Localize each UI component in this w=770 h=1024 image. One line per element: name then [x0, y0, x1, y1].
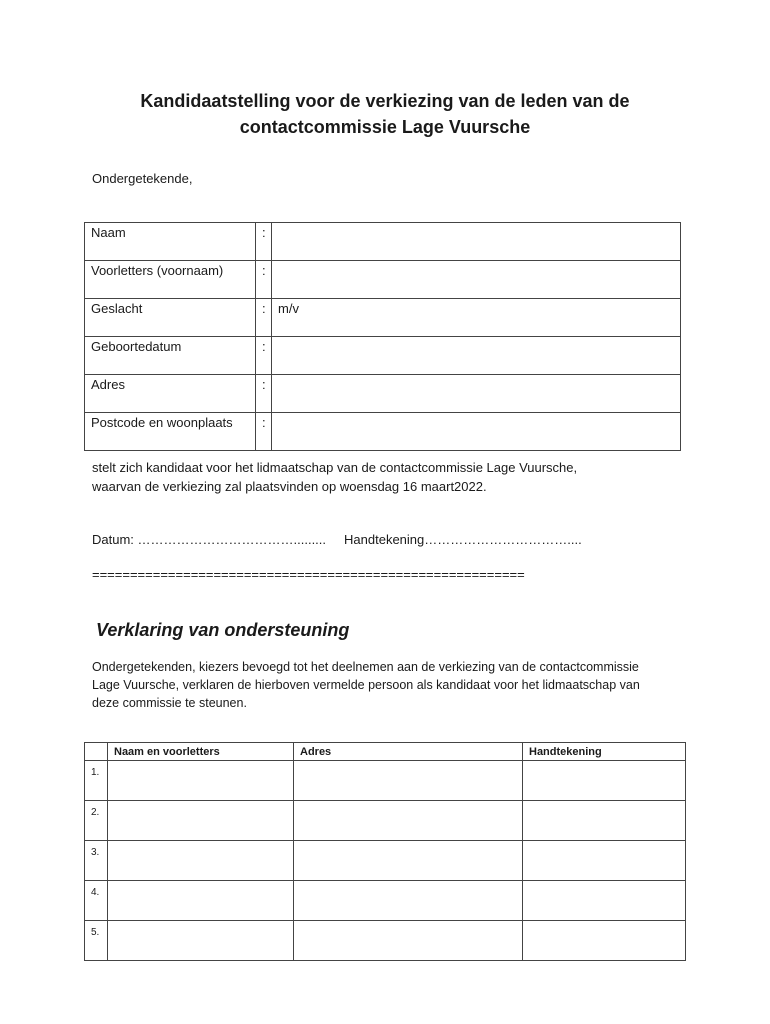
form-colon: :	[256, 413, 272, 451]
candidacy-line-2: waarvan de verkiezing zal plaatsvinden op woensdag 16 maart2022.	[92, 479, 487, 494]
support-line-2: Lage Vuursche, verklaren de hierboven vermelde persoon als kandidaat voor het lidmaatschap van	[92, 678, 640, 692]
form-colon: :	[256, 261, 272, 299]
support-heading: Verklaring van ondersteuning	[96, 620, 350, 640]
form-field-naam[interactable]	[272, 223, 681, 261]
candidate-form-table	[84, 222, 681, 451]
naam-cell[interactable]	[108, 761, 294, 801]
row-number: 3.	[85, 841, 108, 881]
adres-cell[interactable]	[294, 801, 523, 841]
naam-cell[interactable]	[108, 801, 294, 841]
document-title	[60, 88, 710, 140]
handtekening-cell[interactable]	[523, 801, 686, 841]
naam-cell[interactable]	[108, 921, 294, 961]
adres-cell[interactable]	[294, 921, 523, 961]
handtekening-cell[interactable]	[523, 921, 686, 961]
form-field-adres[interactable]	[272, 375, 681, 413]
candidacy-line-1: stelt zich kandidaat voor het lidmaatschap van de contactcommissie Lage Vuursche,	[92, 460, 578, 475]
form-row-postcode-woonplaats	[85, 413, 681, 451]
form-row-naam	[85, 223, 681, 261]
column-header-number	[85, 743, 108, 761]
adres-cell[interactable]	[294, 841, 523, 881]
table-row	[85, 921, 686, 961]
supporters-table	[84, 742, 686, 961]
adres-cell[interactable]	[294, 881, 523, 921]
naam-cell[interactable]	[108, 881, 294, 921]
handtekening-cell[interactable]	[523, 881, 686, 921]
handtekening-cell[interactable]	[523, 761, 686, 801]
form-colon: :	[256, 337, 272, 375]
table-row	[85, 801, 686, 841]
form-label: Postcode en woonplaats	[85, 413, 256, 451]
table-row	[85, 761, 686, 801]
form-field-geslacht[interactable]: m/v	[272, 299, 681, 337]
row-number: 4.	[85, 881, 108, 921]
row-number: 2.	[85, 801, 108, 841]
row-number: 1.	[85, 761, 108, 801]
form-label: Adres	[85, 375, 256, 413]
support-line-1: Ondergetekenden, kiezers bevoegd tot het deelnemen aan de verkiezing van de contactcommissie	[92, 660, 639, 674]
column-header-naam: Naam en voorletters	[108, 743, 294, 761]
form-colon: :	[256, 375, 272, 413]
intro-text: Ondergetekende,	[92, 171, 193, 186]
title-line-1: Kandidaatstelling voor de verkiezing van de leden van de	[140, 91, 630, 111]
candidacy-statement	[92, 458, 692, 496]
table-row	[85, 841, 686, 881]
column-header-adres: Adres	[294, 743, 523, 761]
form-colon: :	[256, 299, 272, 337]
signature-field[interactable]: Handtekening……………………………....	[344, 532, 582, 547]
naam-cell[interactable]	[108, 841, 294, 881]
form-row-adres	[85, 375, 681, 413]
form-field-voorletters[interactable]	[272, 261, 681, 299]
form-label: Naam	[85, 223, 256, 261]
support-line-3: deze commissie te steunen.	[92, 696, 247, 710]
date-field[interactable]: Datum: ……………………………….........	[92, 532, 327, 547]
form-row-voorletters	[85, 261, 681, 299]
adres-cell[interactable]	[294, 761, 523, 801]
form-label: Voorletters (voornaam)	[85, 261, 256, 299]
form-label: Geboortedatum	[85, 337, 256, 375]
form-row-geboortedatum	[85, 337, 681, 375]
table-row	[85, 881, 686, 921]
form-field-geboortedatum[interactable]	[272, 337, 681, 375]
handtekening-cell[interactable]	[523, 841, 686, 881]
form-label: Geslacht	[85, 299, 256, 337]
column-header-handtekening: Handtekening	[523, 743, 686, 761]
support-statement	[92, 658, 687, 712]
form-field-postcode-woonplaats[interactable]	[272, 413, 681, 451]
separator-line: =========================================================	[92, 567, 525, 582]
supporters-header-row	[85, 743, 686, 761]
title-line-2: contactcommissie Lage Vuursche	[239, 117, 531, 137]
row-number: 5.	[85, 921, 108, 961]
form-row-geslacht	[85, 299, 681, 337]
date-signature-line	[92, 532, 582, 547]
form-colon: :	[256, 223, 272, 261]
